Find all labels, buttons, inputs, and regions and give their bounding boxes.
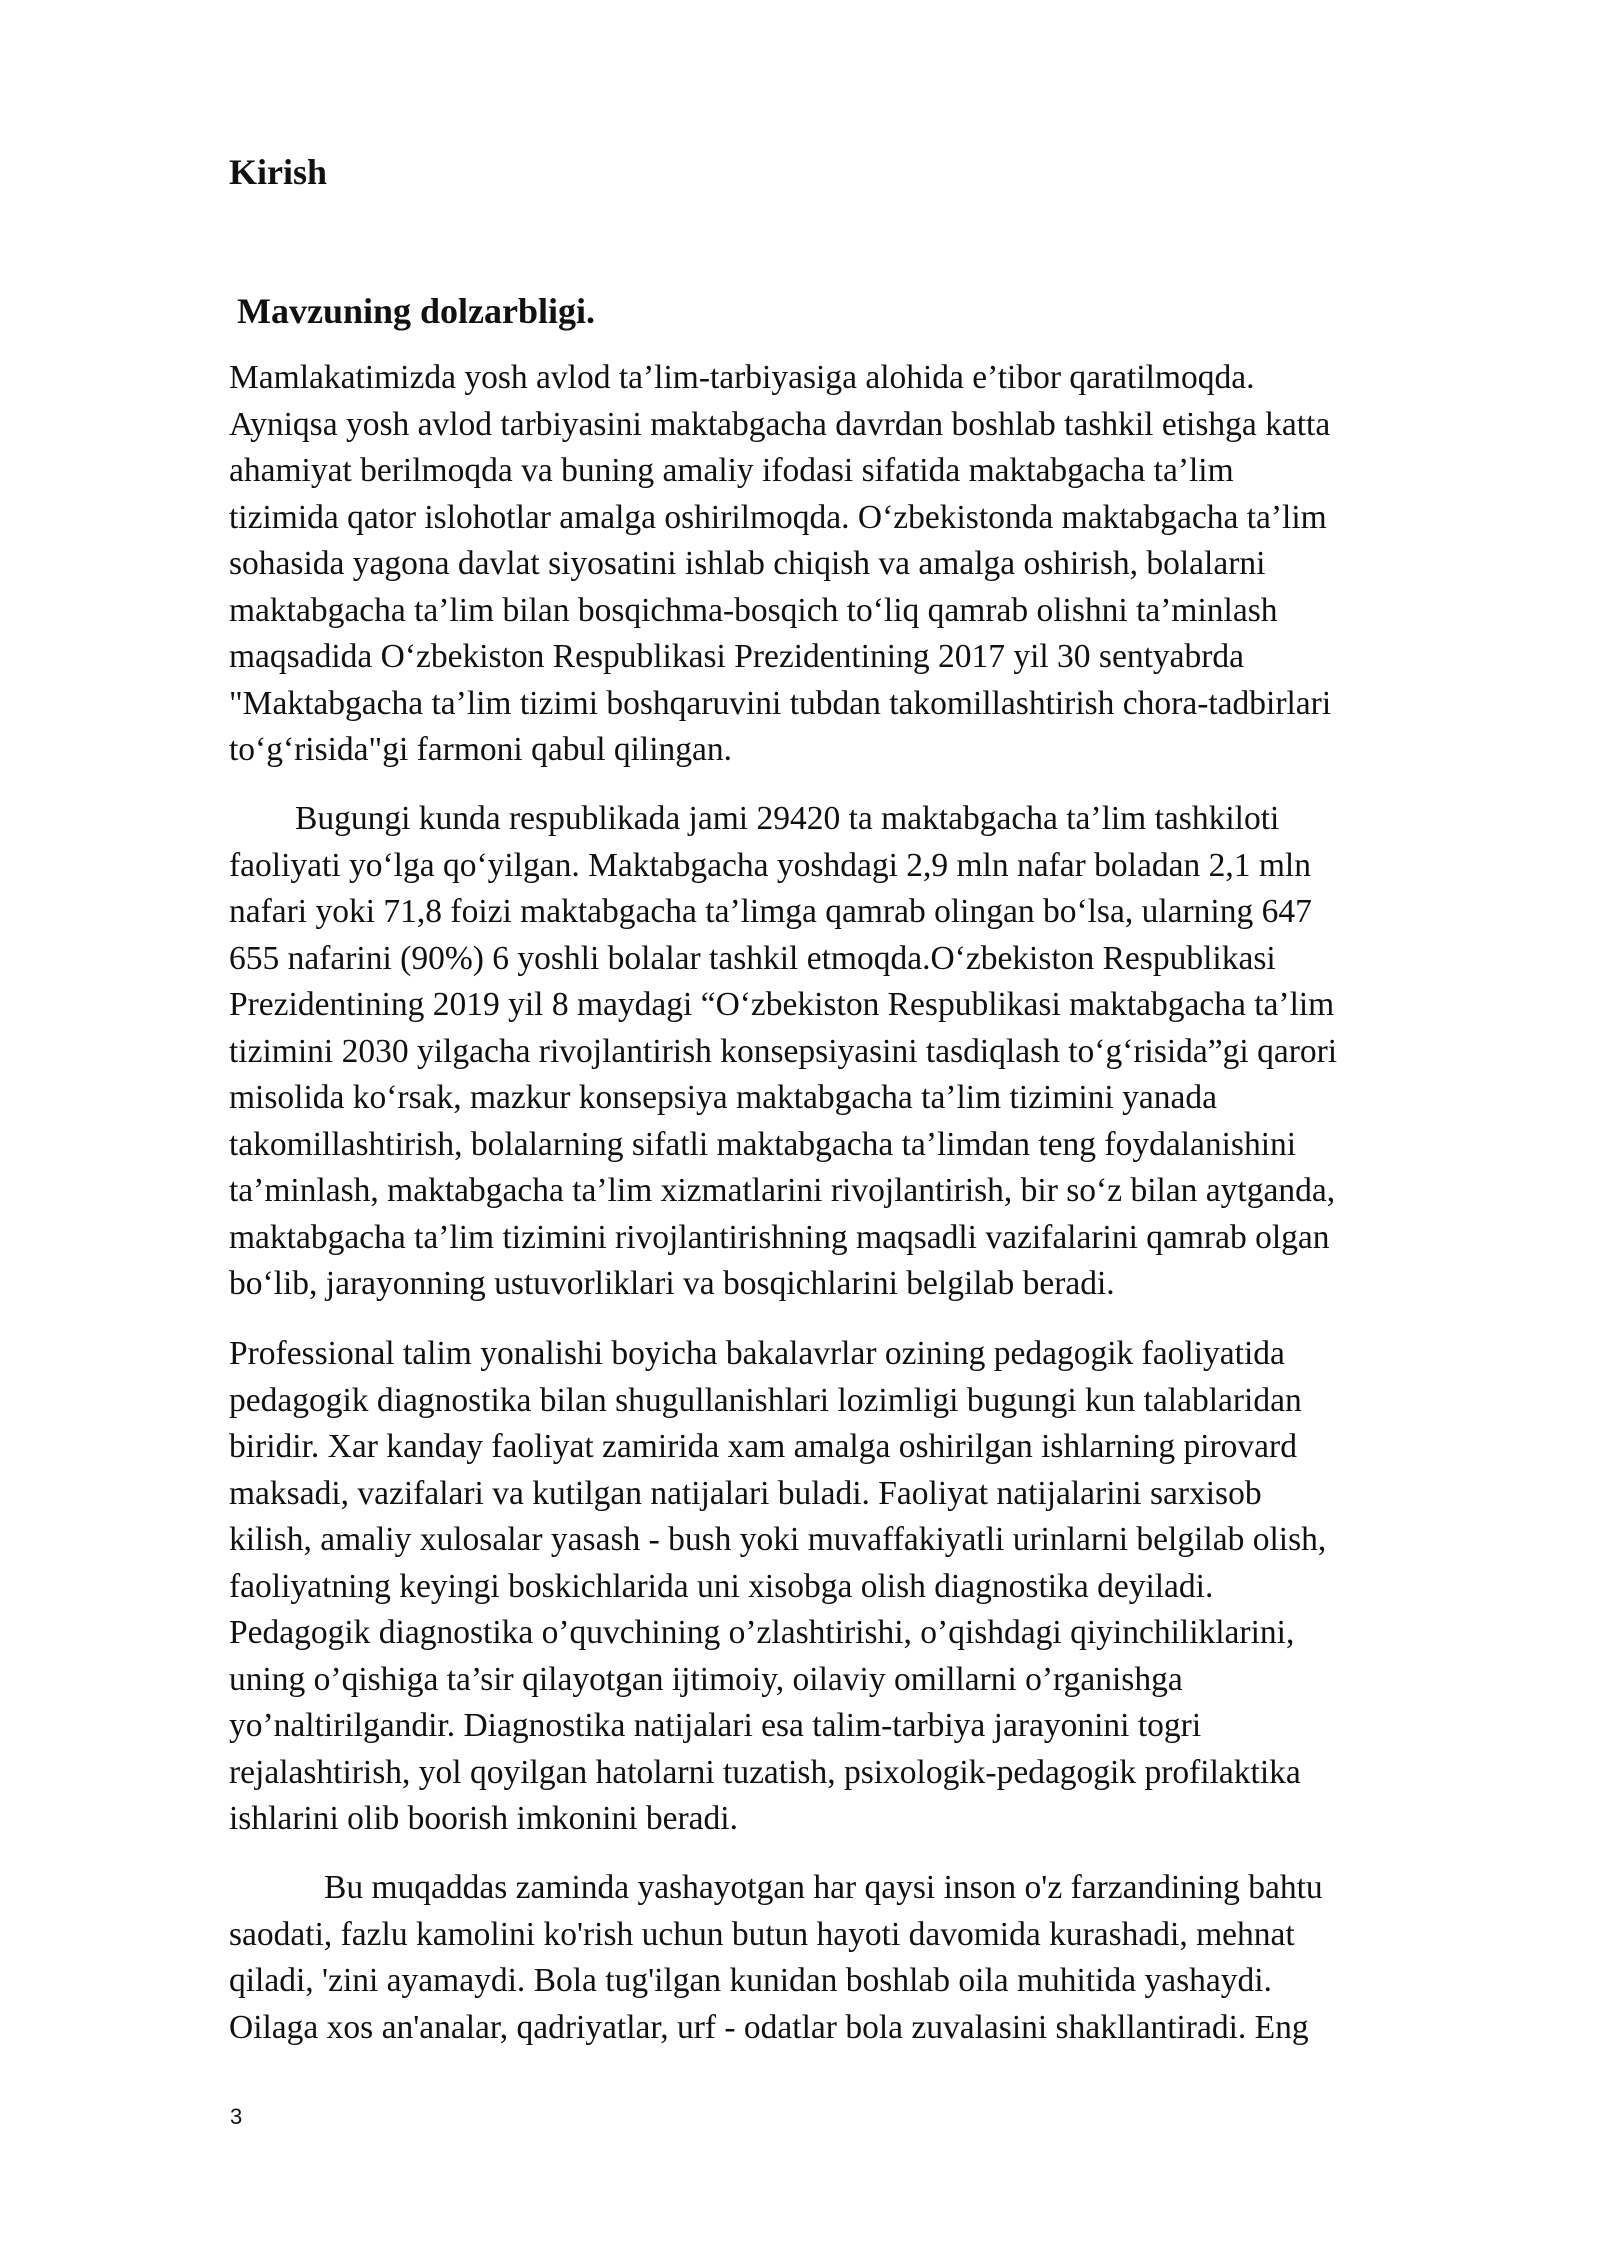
paragraph-line: Prezidentining 2019 yil 8 maydagi “O‘zbekiston Respublikasi maktabgacha ta’lim [229,986,1335,1023]
paragraph-line: bo‘lib, jarayonning ustuvorliklari va bosqichlarini belgilab beradi. [229,1265,1115,1302]
paragraph-line: sohasida yagona davlat siyosatini ishlab chiqish va amalga oshirish, bolalarni [229,545,1266,582]
paragraph-line: biridir. Xar kanday faoliyat zamirida xam amalga oshirilgan ishlarning pirovard [229,1428,1297,1465]
paragraph-line: Ayniqsa yosh avlod tarbiyasini maktabgacha davrdan boshlab tashkil etishga katta [229,405,1331,443]
paragraph-diagnostics [229,1331,1479,1843]
paragraph-line: Bugungi kunda respublikada jami 29420 ta maktabgacha ta’lim tashkiloti [295,800,1280,837]
paragraph-line: maktabgacha ta’lim bilan bosqichma-bosqich to‘liq qamrab olishni ta’minlash [229,591,1278,629]
paragraph-line: rejalashtirish, yol qoyilgan hatolarni tuzatish, psixologik-pedagogik profilaktika [229,1753,1301,1791]
paragraph-line: Bu muqaddas zaminda yashayotgan har qaysi inson o'z farzandining bahtu [324,1869,1323,1906]
paragraph-line: pedagogik diagnostika bilan shugullanishlari lozimligi bugungi kun talablaridan [229,1381,1302,1419]
paragraph-line: kilish, amaliy xulosalar yasash - bush yoki muvaffakiyatli urinlarni belgilab olish, [229,1521,1327,1558]
paragraph-line: "Maktabgacha ta’lim tizimi boshqaruvini tubdan takomillashtirish chora-tadbirlari [229,684,1332,722]
paragraph-line: to‘g‘risida"gi farmoni qabul qilingan. [229,731,733,768]
paragraph-line: saodati, fazlu kamolini ko'rish uchun butun hayoti davomida kurashadi, mehnat [229,1915,1295,1953]
section-title: Kirish [229,152,328,192]
paragraph-line: tizimini 2030 yilgacha rivojlantirish konsepsiyasini tasdiqlash to‘g‘risida”gi qarori [229,1032,1338,1070]
paragraph-line: 655 nafarini (90%) 6 yoshli bolalar tashkil etmoqda.O‘zbekiston Respublikasi [229,939,1276,977]
paragraph-line: uning o’qishiga ta’sir qilayotgan ijtimoiy, oilaviy omillarni o’rganishga [229,1660,1183,1698]
paragraph-line: faoliyati yo‘lga qo‘yilgan. Maktabgacha yoshdagi 2,9 mln nafar boladan 2,1 mln [229,846,1311,884]
paragraph-statistics [229,796,1479,1308]
paragraph-line: qiladi, 'zini ayamaydi. Bola tug'ilgan kunidan boshlab oila muhitida yashaydi. [229,1962,1272,1999]
paragraph-line: takomillashtirish, bolalarning sifatli maktabgacha ta’limdan teng foydalanishini [229,1125,1297,1163]
paragraph-line: ishlarini olib boorish imkonini beradi. [229,1800,738,1837]
page-number: 3 [230,2104,243,2129]
paragraph-family [229,1865,1479,2051]
paragraph-line: Mamlakatimizda yosh avlod ta’lim-tarbiyasiga alohida e’tibor qaratilmoqda. [229,359,1255,396]
paragraph-line: maksadi, vazifalari va kutilgan natijalari buladi. Faoliyat natijalarini sarxisob [229,1474,1262,1512]
paragraph-line: ta’minlash, maktabgacha ta’lim xizmatlarini rivojlantirish, bir so‘z bilan aytganda, [229,1172,1336,1209]
paragraph-line: misolida ko‘rsak, mazkur konsepsiya maktabgacha ta’lim tizimini yanada [229,1079,1217,1116]
paragraph-line: Professional talim yonalishi boyicha bakalavrlar ozining pedagogik faoliyatida [229,1335,1285,1372]
paragraph-line: tizimida qator islohotlar amalga oshirilmoqda. O‘zbekistonda maktabgacha ta’lim [229,498,1327,536]
paragraph-line: maktabgacha ta’lim tizimini rivojlantirishning maqsadli vazifalarini qamrab olgan [229,1218,1330,1256]
paragraph-line: ahamiyat berilmoqda va buning amaliy ifodasi sifatida maktabgacha ta’lim [229,452,1234,489]
section-subtitle: Mavzuning dolzarbligi. [237,291,596,331]
paragraph-relevance [229,355,1479,774]
paragraph-line: yo’naltirilgandir. Diagnostika natijalari esa talim-tarbiya jarayonini togri [229,1707,1202,1744]
paragraph-line: Pedagogik diagnostika o’quvchining o’zlashtirishi, o’qishdagi qiyinchiliklarini, [229,1614,1295,1651]
paragraph-line: nafari yoki 71,8 foizi maktabgacha ta’limga qamrab olingan bo‘lsa, ularning 647 [229,893,1312,930]
paragraph-line: Oilaga xos an'analar, qadriyatlar, urf - odatlar bola zuvalasini shakllantiradi. Eng [229,2008,1309,2046]
paragraph-line: maqsadida O‘zbekiston Respublikasi Prezidentining 2017 yil 30 sentyabrda [229,638,1245,675]
paragraph-line: faoliyatning keyingi boskichlarida uni xisobga olish diagnostika deyiladi. [229,1567,1214,1605]
